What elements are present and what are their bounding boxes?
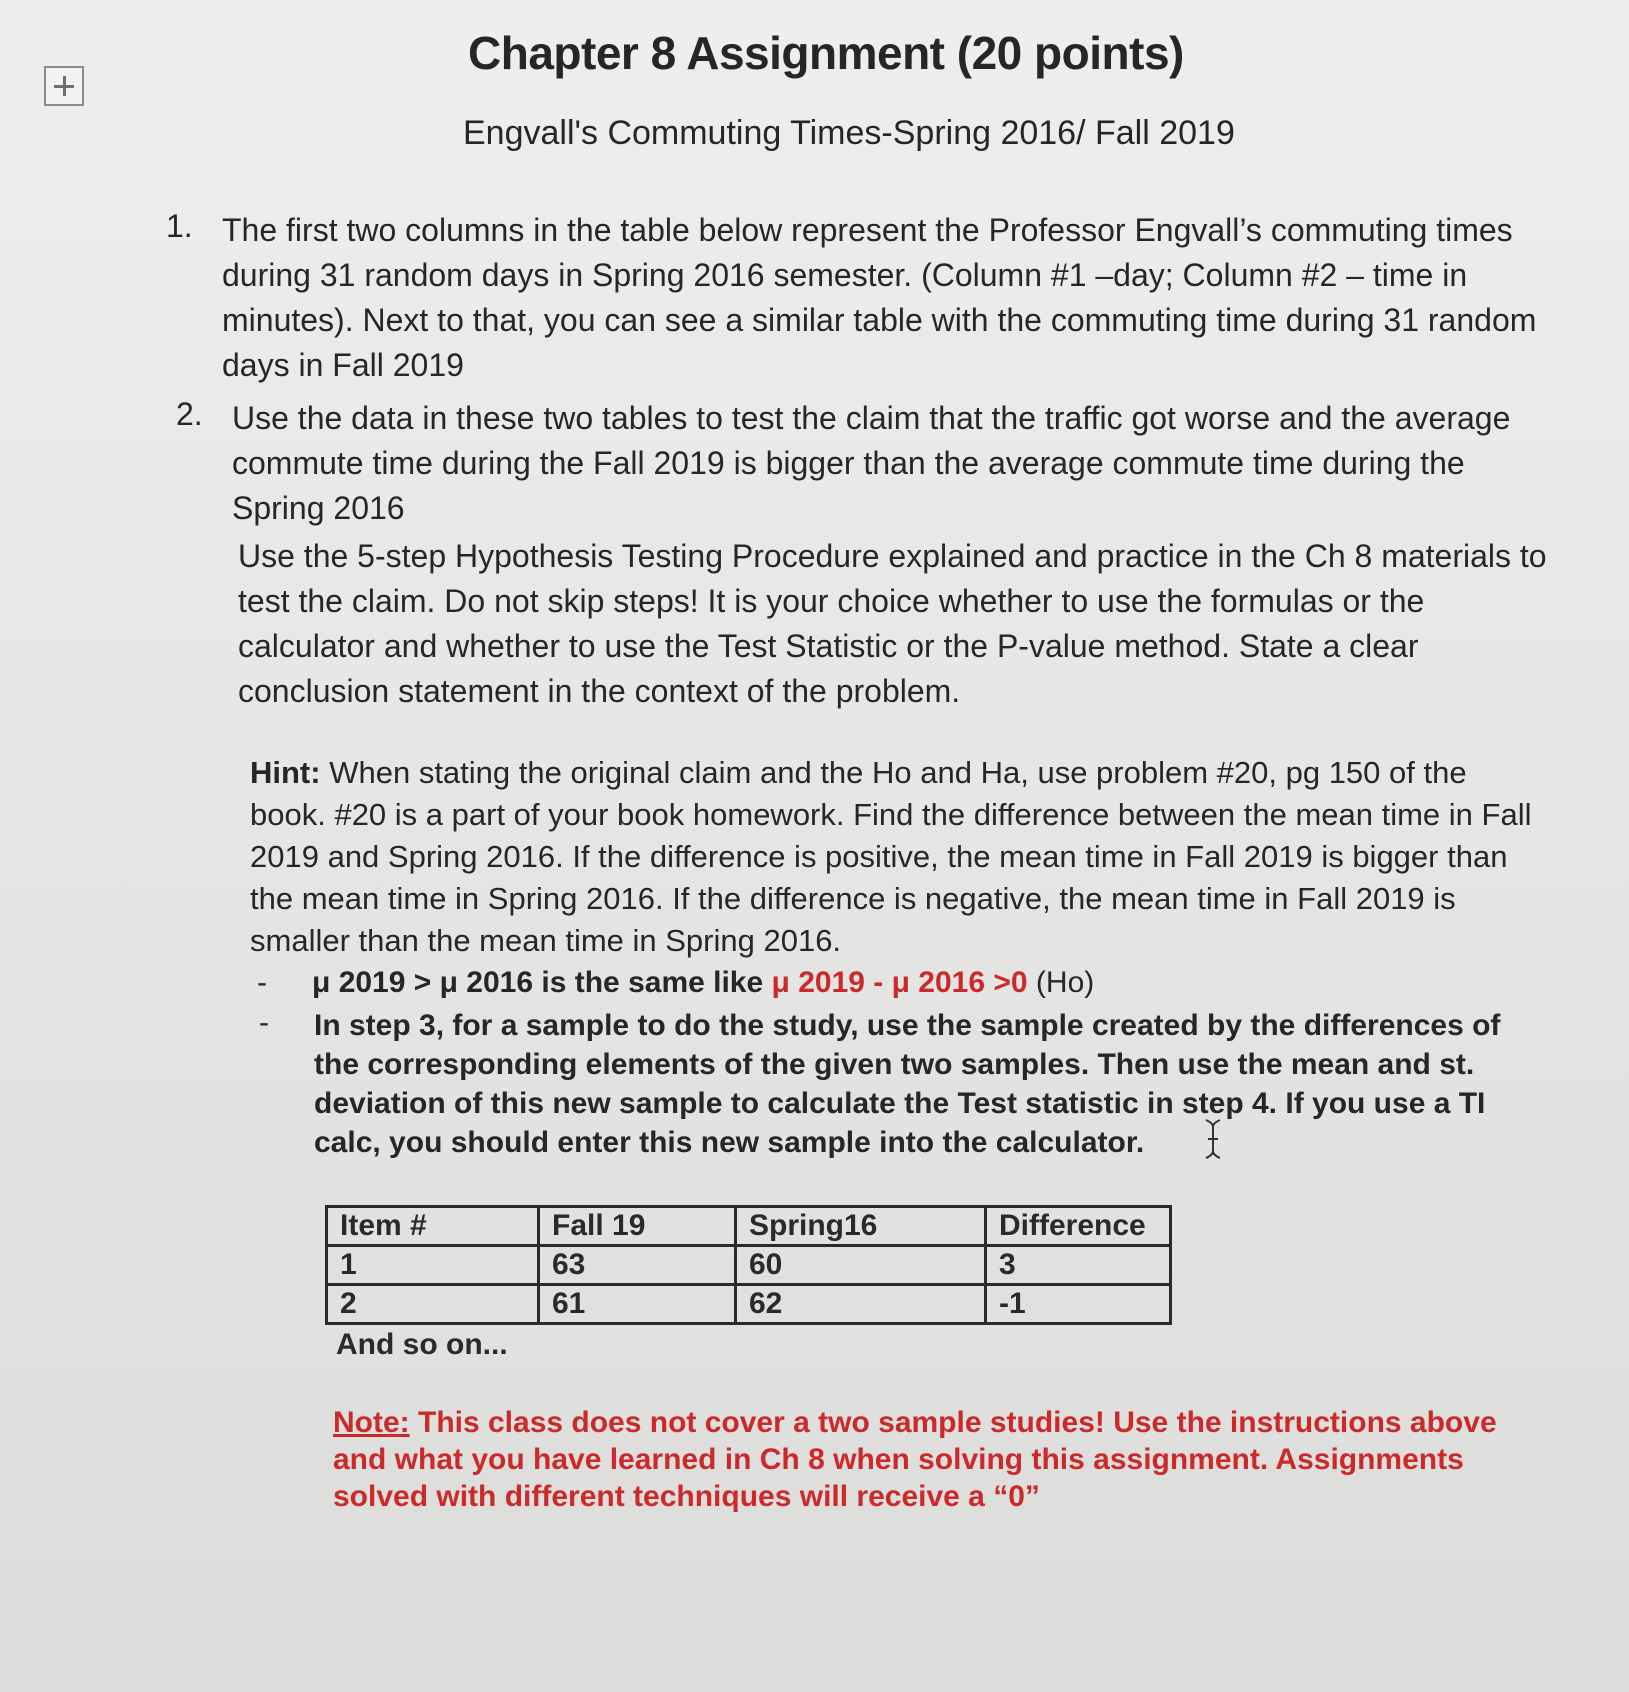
list-item-2-instructions: Use the 5-step Hypothesis Testing Procedure explained and practice in the Ch 8 materials to test the claim. Do not skip steps! It is your choice whether to use the formulas or the calculator and whether to use the Test Statistic or the P-value method. State a clear conclusion statement in the context of the problem. [238,538,1547,709]
header-fall19: Fall 19 [539,1207,736,1246]
page-subtitle: Engvall's Commuting Times-Spring 2016/ Fall 2019 [463,114,1235,152]
table-header-row [327,1207,1171,1246]
table-row [327,1246,1171,1285]
table-cell: 61 [539,1285,736,1324]
table-cell: 1 [327,1246,539,1285]
bullet-1-red-formula: μ 2019 - μ 2016 >0 [771,966,1028,999]
table-cell: -1 [986,1285,1171,1324]
bullet-1-part3: (Ho) [1027,966,1095,999]
hint-paragraph [250,752,1550,962]
table-move-handle-icon[interactable] [44,66,84,106]
bullet-2-text: In step 3, for a sample to do the study, use the sample created by the differences of the corresponding elements of the given two samples. Then use the mean and st. deviation of this new sample to calculate the Test statistic in step 4. If you use a TI calc, you should enter this new sample into the calculator. [314,1009,1501,1159]
note-paragraph [333,1404,1513,1515]
header-item: Item # [327,1207,539,1246]
bullet-marker-2: - [259,1006,269,1039]
table-cell: 3 [986,1246,1171,1285]
page-title: Chapter 8 Assignment (20 points) [468,27,1184,79]
table-cell: 62 [736,1285,986,1324]
and-so-on-text: And so on... [336,1328,508,1361]
list-number-2: 2. [176,396,203,432]
hint-label: Hint: [250,755,321,790]
bullet-marker-1: - [257,966,267,999]
table-cell: 60 [736,1246,986,1285]
bullet-1-text [312,966,1094,1000]
header-difference: Difference [986,1207,1171,1246]
hint-text: When stating the original claim and the Ho and Ha, use problem #20, pg 150 of the book. #20 is a part of your book homework. Find the difference between the mean time in Fall 2019 and Spring 2016. If the difference is positive, the mean time in Fall 2019 is bigger than the mean time in Spring 2016. If the difference is negative, the mean time in Fall 2019 is smaller than the mean time in Spring 2016. [250,755,1532,958]
sample-data-table [325,1205,1172,1325]
plus-vertical-bar [63,76,66,96]
text-cursor-icon [1204,1118,1222,1160]
bullet-1-part1: μ 2019 > μ 2016 is the same like [312,966,772,999]
note-label: Note: [333,1406,410,1439]
table-cell: 2 [327,1285,539,1324]
list-number-1: 1. [166,208,193,244]
header-spring16: Spring16 [736,1207,986,1246]
note-text: This class does not cover a two sample studies! Use the instructions above and what you have learned in Ch 8 when solving this assignment. Assignments solved with different techniques will receive a “0” [333,1406,1497,1513]
table-row [327,1285,1171,1324]
table-cell: 63 [539,1246,736,1285]
list-item-2-text: Use the data in these two tables to test the claim that the traffic got worse and the average commute time during the Fall 2019 is bigger than the average commute time during the Spring 2016 [232,400,1511,526]
list-item-1-text: The first two columns in the table below represent the Professor Engvall’s commuting times during 31 random days in Spring 2016 semester. (Column #1 –day; Column #2 – time in minutes). Next to that, you can see a similar table with the commuting time during 31 random days in Fall 2019 [222,212,1537,383]
